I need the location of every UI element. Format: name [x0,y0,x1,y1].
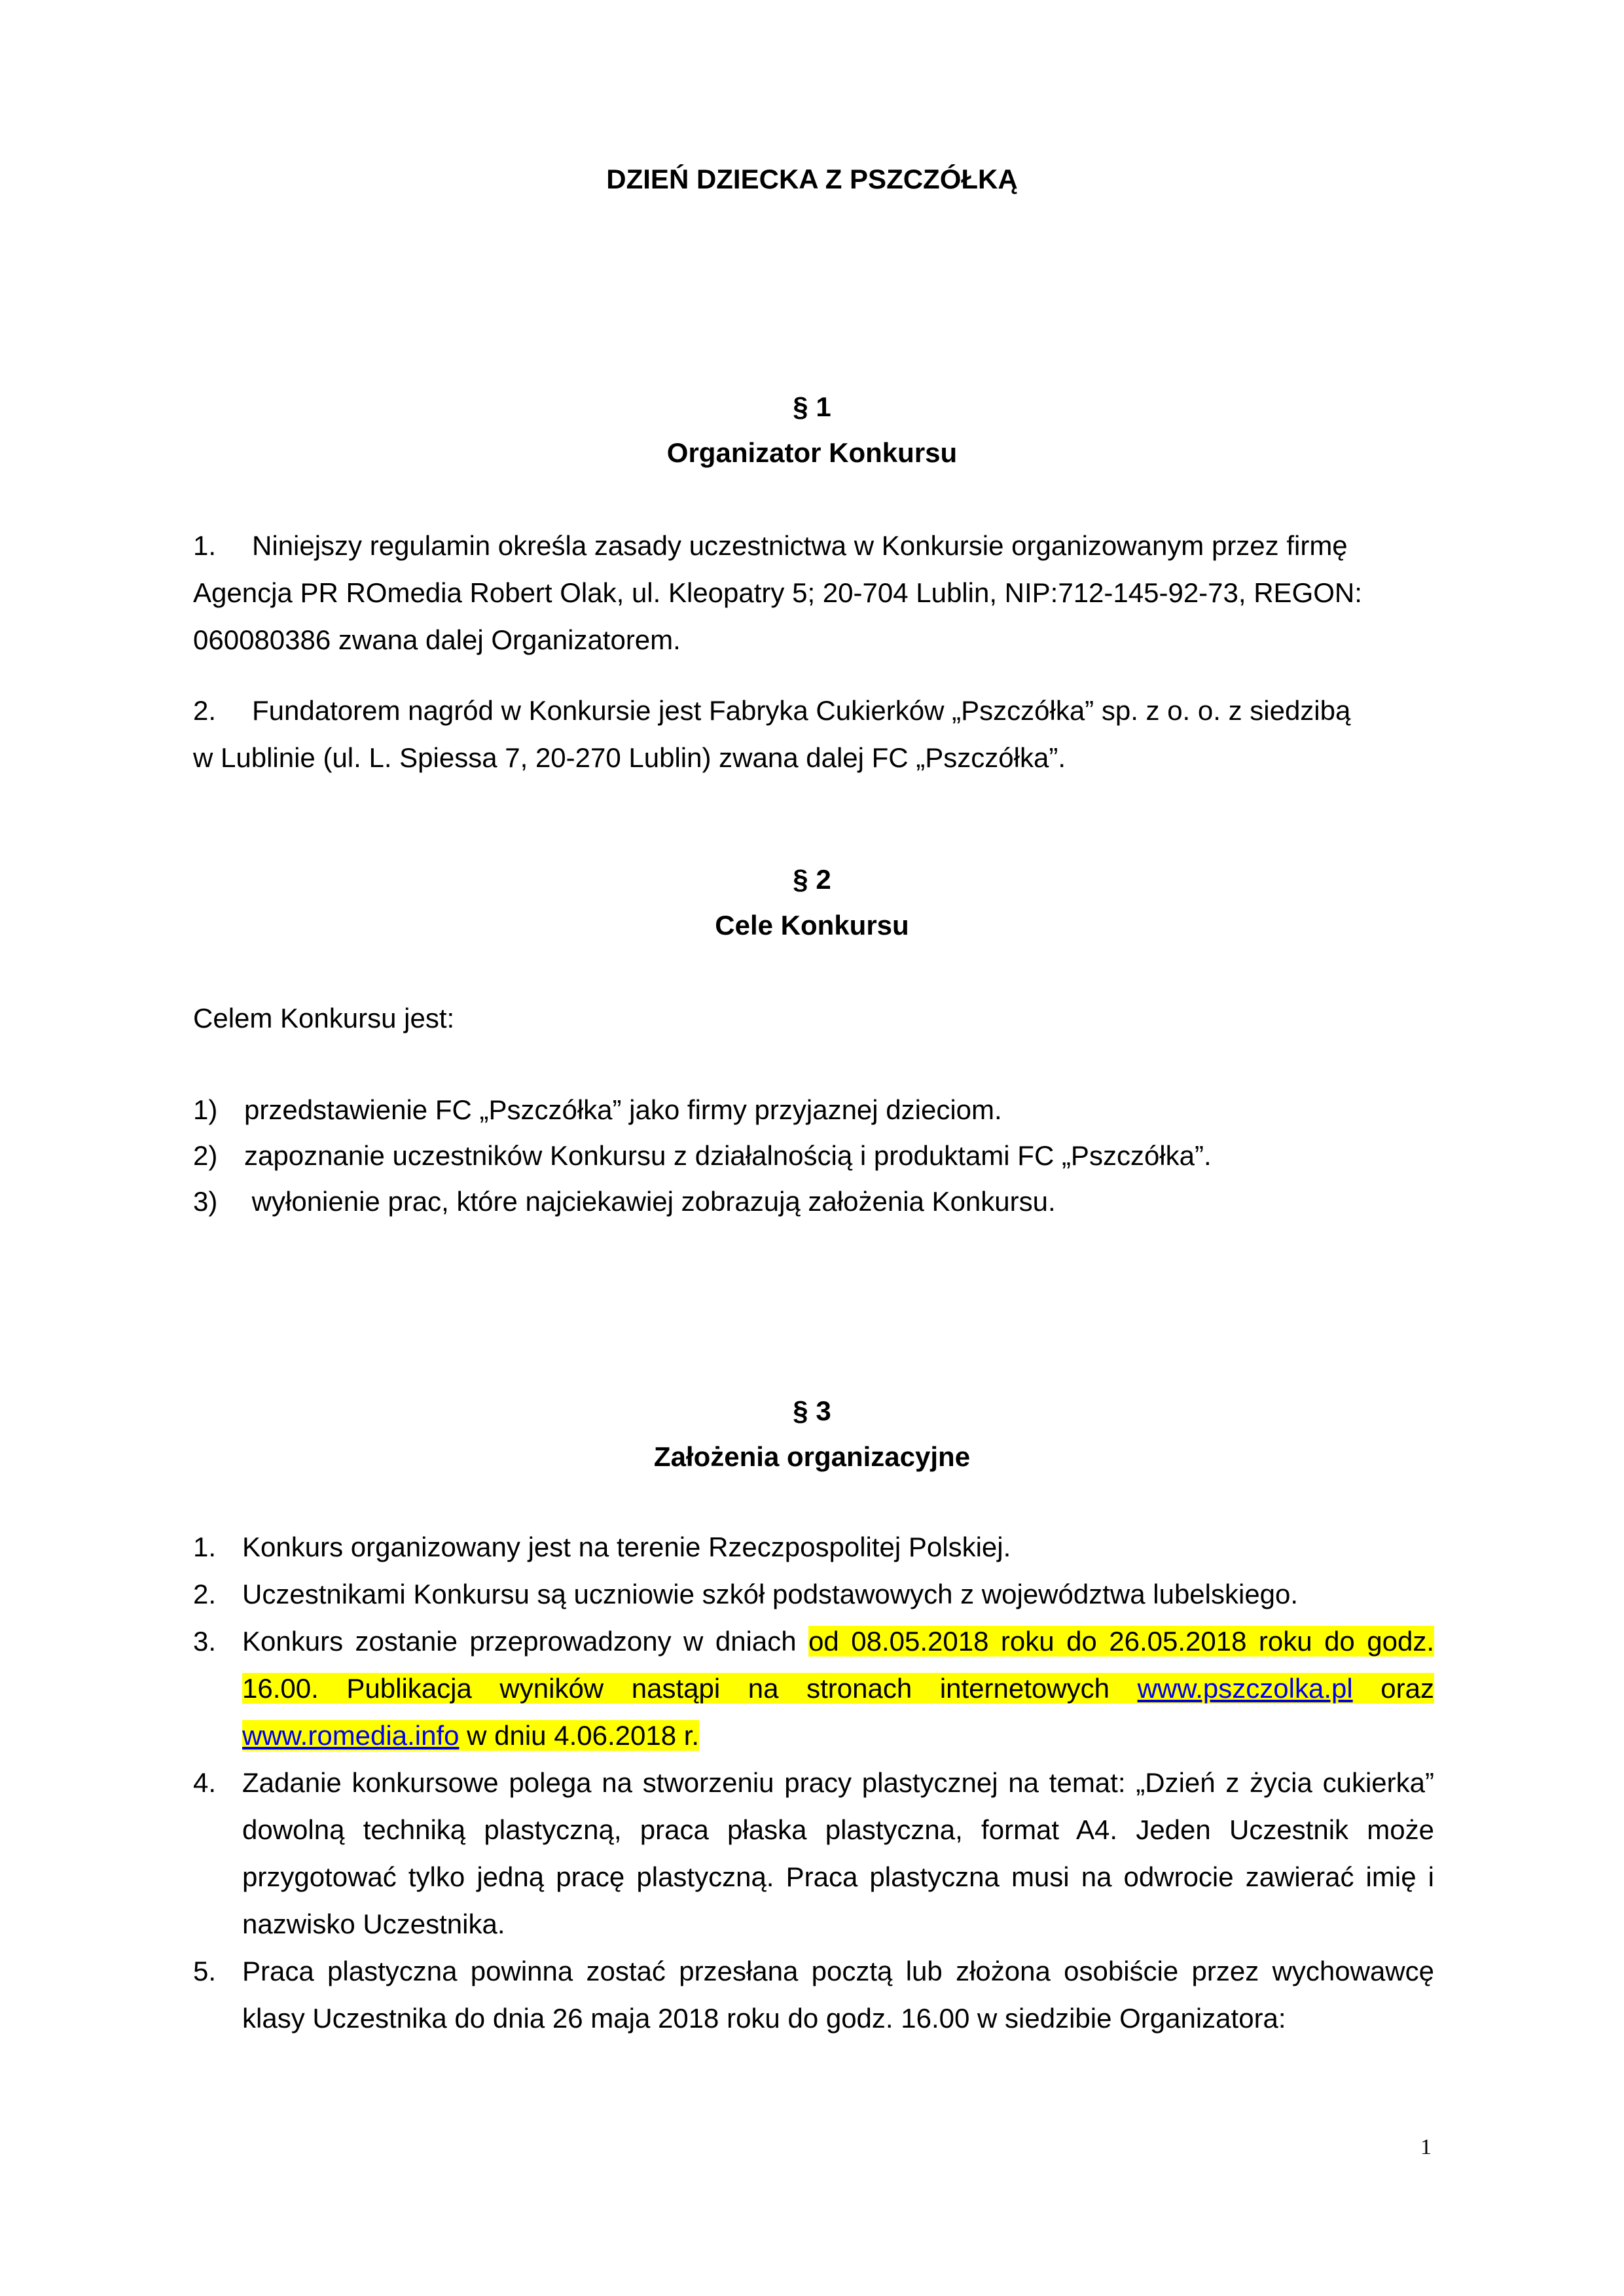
section-3-mark: § 3 [793,1395,831,1426]
s3-list-item-1: 1. Konkurs organizowany jest na terenie Rzeczpospolitej Polskiej. [193,1532,1011,1562]
section-2-heading: Cele Konkursu [715,910,909,941]
page-number: 1 [1420,2135,1432,2159]
s1-paragraph-1-line-2: Agencja PR ROmedia Robert Olak, ul. Kleopatry 5; 20-704 Lublin, NIP:712-145-92-73, REGON: [193,577,1362,608]
link-romedia[interactable]: www.romedia.info [242,1720,460,1751]
section-1-heading: Organizator Konkursu [666,437,958,468]
section-3-heading: Założenia organizacyjne [653,1441,971,1472]
s3-list-item-2: 2. Uczestnikami Konkursu są uczniowie szkół podstawowych z województwa lubelskiego. [193,1579,1299,1609]
link-pszczolka[interactable]: www.pszczolka.pl [1137,1673,1353,1704]
s1-paragraph-1-line-1: 1. Niniejszy regulamin określa zasady uczestnictwa w Konkursie organizowanym przez firmę [193,529,1434,563]
s1-paragraph-1-line-3: 060080386 zwana dalej Organizatorem. [193,624,681,655]
s1-paragraph-2-number: 2. [193,695,217,726]
s3-list-item-4: 4. Zadanie konkursowe polega na stworzeniu pracy plastycznej na temat: „Dzień z życia cukierka” dowolną techniką plastyczną, praca płaska plastyczna, format A4. Jeden Uczestnik może przygotować tylko jedną pracę plastyczną. Praca plastyczna musi na odwrocie zawierać imię i nazwisko Uczestnika. [193,1767,1434,1939]
s2-intro: Celem Konkursu jest: [193,1003,455,1033]
s2-list-item-3: 3) wyłonienie prac, które najciekawiej zobrazują założenia Konkursu. [193,1186,1056,1217]
s1-paragraph-2-line-2: w Lublinie (ul. L. Spiessa 7, 20-270 Lublin) zwana dalej FC „Pszczółka”. [193,742,1066,773]
s1-paragraph-1-number: 1. [193,530,217,561]
s2-list-item-2: 2) zapoznanie uczestników Konkursu z działalnością i produktami FC „Pszczółka”. [193,1140,1212,1171]
document-title: DZIEŃ DZIECKA Z PSZCZÓŁKĄ [606,164,1018,194]
section-1-mark: § 1 [793,391,831,422]
section-2-mark: § 2 [793,864,831,895]
s1-paragraph-2-line-1: 2. Fundatorem nagród w Konkursie jest Fabryka Cukierków „Pszczółka” sp. z o. o. z siedzibą [193,694,1434,728]
s3-list-item-3: 3. Konkurs zostanie przeprowadzony w dniach od 08.05.2018 roku do 26.05.2018 roku do godz. 16.00. Publikacja wyników nastąpi na stronach internetowych www.pszczolka.pl oraz www.romedia.info w dniu 4.06.2018 r. [193,1626,1435,1751]
s2-list-item-1: 1) przedstawienie FC „Pszczółka” jako firmy przyjaznej dzieciom. [193,1094,1002,1125]
s3-list-item-5: 5. Praca plastyczna powinna zostać przesłana pocztą lub złożona osobiście przez wychowawcę klasy Uczestnika do dnia 26 maja 2018 roku do godz. 16.00 w siedzibie Organizatora: [193,1956,1434,2034]
highlighted-dates: od 08.05.2018 roku do 26.05.2018 roku do godz. 16.00. Publikacja wyników nastąpi na stronach internetowych www.pszczolka.pl oraz www.romedia.info w dniu 4.06.2018 r. [242,1626,1435,1751]
